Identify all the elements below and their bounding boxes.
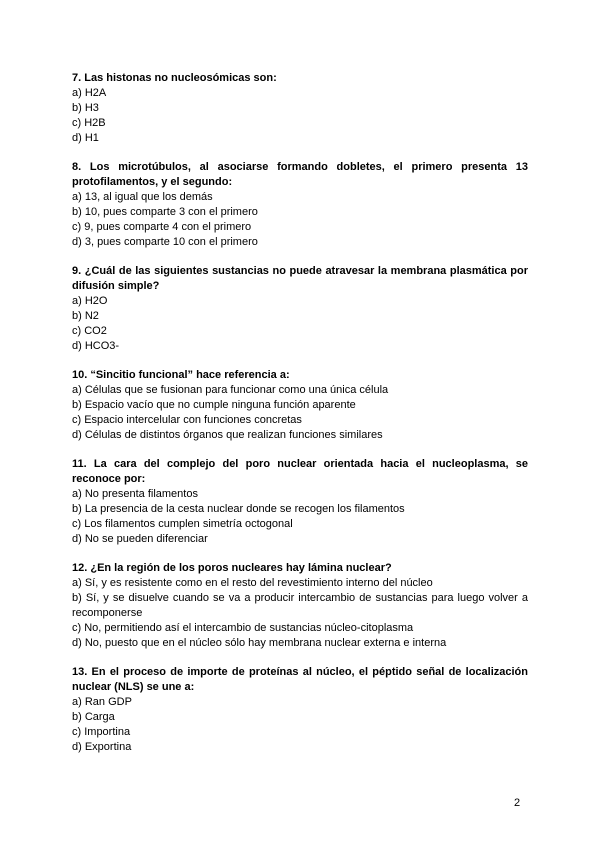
question-title: 8. Los microtúbulos, al asociarse formando dobletes, el primero presenta 13 protofilamentos, y el segundo: — [72, 161, 528, 188]
page-number: 2 — [514, 797, 521, 809]
question-10 — [72, 368, 528, 443]
question-13 — [72, 665, 528, 755]
option-a: a) 13, al igual que los demás — [72, 191, 213, 203]
option-d: d) Células de distintos órganos que realizan funciones similares — [72, 429, 383, 441]
option-a: a) H2O — [72, 295, 108, 307]
option-a: a) No presenta filamentos — [72, 488, 198, 500]
option-c: c) Importina — [72, 726, 131, 738]
question-title: 9. ¿Cuál de las siguientes sustancias no puede atravesar la membrana plasmática por difusión simple? — [72, 265, 528, 292]
question-title: 10. “Sincitio funcional” hace referencia a: — [72, 369, 290, 381]
option-d: d) 3, pues comparte 10 con el primero — [72, 236, 258, 248]
question-12 — [72, 561, 528, 651]
option-b: b) H3 — [72, 102, 99, 114]
question-title: 11. La cara del complejo del poro nuclear orientada hacia el nucleoplasma, se reconoce por: — [72, 458, 528, 485]
option-b: b) 10, pues comparte 3 con el primero — [72, 206, 258, 218]
option-d: d) HCO3- — [72, 340, 120, 352]
option-c: c) H2B — [72, 117, 106, 129]
question-7 — [72, 71, 528, 146]
option-d: d) H1 — [72, 132, 99, 144]
option-c: c) Espacio intercelular con funciones concretas — [72, 414, 302, 426]
option-b: b) La presencia de la cesta nuclear donde se recogen los filamentos — [72, 503, 405, 515]
option-d: d) No, puesto que en el núcleo sólo hay membrana nuclear externa e interna — [72, 637, 447, 649]
option-a: a) Células que se fusionan para funcionar como una única célula — [72, 384, 389, 396]
question-11 — [72, 457, 528, 547]
option-c: c) CO2 — [72, 325, 107, 337]
question-title: 13. En el proceso de importe de proteínas al núcleo, el péptido señal de localización nuclear (NLS) se une a: — [72, 666, 528, 693]
option-c: c) 9, pues comparte 4 con el primero — [72, 221, 252, 233]
option-b: b) N2 — [72, 310, 99, 322]
option-b: b) Sí, y se disuelve cuando se va a producir intercambio de sustancias para luego volver a recomponerse — [72, 592, 528, 619]
question-title: 12. ¿En la región de los poros nucleares hay lámina nuclear? — [72, 562, 392, 574]
option-c: c) No, permitiendo así el intercambio de sustancias núcleo-citoplasma — [72, 622, 414, 634]
option-b: b) Carga — [72, 711, 115, 723]
question-list — [72, 71, 528, 769]
option-d: d) Exportina — [72, 741, 132, 753]
option-c: c) Los filamentos cumplen simetría octogonal — [72, 518, 293, 530]
question-8 — [72, 160, 528, 250]
option-d: d) No se pueden diferenciar — [72, 533, 208, 545]
question-title: 7. Las histonas no nucleosómicas son: — [72, 72, 277, 84]
option-a: a) H2A — [72, 87, 107, 99]
option-a: a) Sí, y es resistente como en el resto del revestimiento interno del núcleo — [72, 577, 433, 589]
option-a: a) Ran GDP — [72, 696, 132, 708]
question-9 — [72, 264, 528, 354]
option-b: b) Espacio vacío que no cumple ninguna función aparente — [72, 399, 356, 411]
